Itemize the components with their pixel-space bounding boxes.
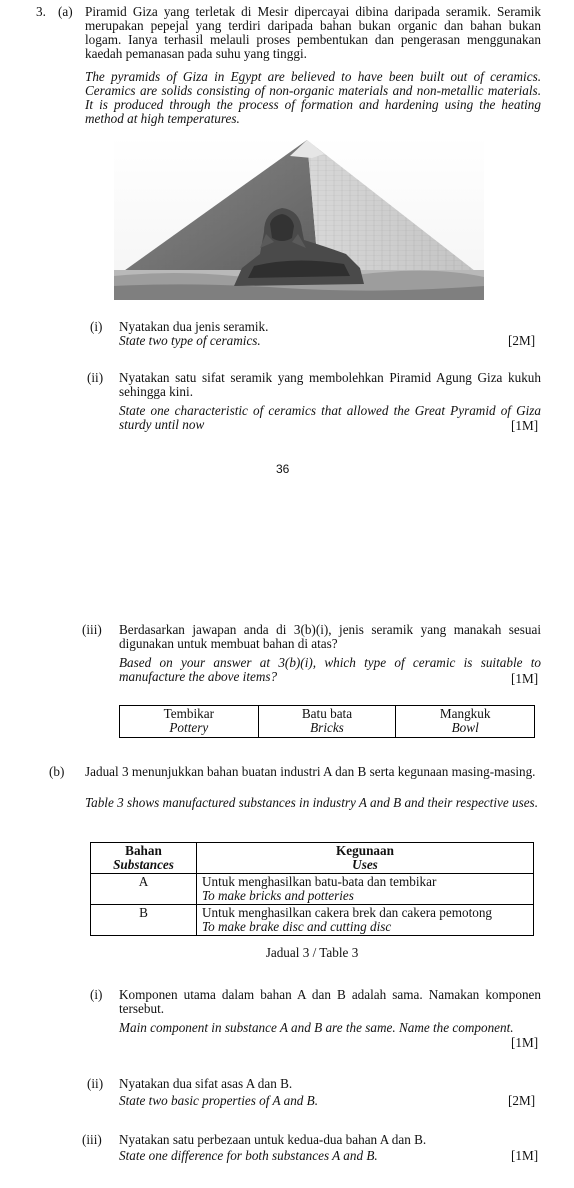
part-b-ii-english: State two basic properties of A and B. (119, 1093, 319, 1108)
item-cell (120, 706, 259, 738)
item-cell (258, 706, 396, 738)
pyramid-sphinx-photo-icon (114, 136, 484, 300)
part-a-iii-label: (iii) (82, 622, 102, 637)
part-b-ii-malay: Nyatakan dua sifat asas A dan B. (119, 1076, 293, 1091)
part-a-ii-english: State one characteristic of ceramics that allowed the Great Pyramid of Giza sturdy until now (119, 403, 541, 432)
part-a-iii-english: Based on your answer at 3(b)(i), which type of ceramic is suitable to manufacture the above items? (119, 655, 541, 684)
part-a-label: (a) (58, 4, 73, 19)
part-b-label: (b) (49, 764, 65, 779)
part-b-iii-english: State one difference for both substances A and B. (119, 1148, 378, 1163)
item-malay: Batu bata (301, 706, 353, 721)
part-b-ii-marks: [2M] (508, 1093, 536, 1108)
part-b-i-english: Main component in substance A and B are the same. Name the component. (119, 1020, 514, 1035)
ceramic-items-table (119, 705, 535, 738)
use-malay: Untuk menghasilkan batu-bata dan tembikar (202, 874, 437, 889)
item-english: Pottery (169, 720, 209, 735)
header-substances (91, 843, 197, 874)
table-row (120, 706, 535, 738)
substance-cell: B (91, 905, 197, 936)
use-cell (197, 874, 534, 905)
item-malay: Mangkuk (439, 706, 491, 721)
header-uses-english: Uses (352, 857, 378, 872)
item-malay: Tembikar (163, 706, 214, 721)
part-a-ii-label: (ii) (87, 370, 104, 385)
item-cell (396, 706, 535, 738)
table-caption: Jadual 3 / Table 3 (265, 945, 359, 960)
use-malay: Untuk menghasilkan cakera brek dan cakera pemotong (202, 905, 493, 920)
part-b-iii-malay: Nyatakan satu perbezaan untuk kedua-dua bahan A dan B. (119, 1132, 427, 1147)
item-english: Bowl (451, 720, 479, 735)
use-english: To make bricks and potteries (202, 888, 354, 903)
part-a-i-english: State two type of ceramics. (119, 333, 261, 348)
header-uses (197, 843, 534, 874)
question-number: 3. (36, 4, 46, 19)
part-a-ii-malay: Nyatakan satu sifat seramik yang membolehkan Piramid Agung Giza kukuh sehingga kini. (119, 370, 541, 399)
part-a-i-label: (i) (90, 319, 103, 334)
part-b-intro-malay: Jadual 3 menunjukkan bahan buatan industri A dan B serta kegunaan masing-masing. (85, 764, 536, 779)
part-a-intro-malay: Piramid Giza yang terletak di Mesir dipercayai dibina daripada seramik. Seramik merupakan pepejal yang terdiri daripada bahan bukan organic dan bahan bukan logam. Ianya terhasil melauli proses pembentukan dan pengerasan menggunakan kaedah pemanasan pada suhu yang tinggi. (85, 4, 541, 61)
use-english: To make brake disc and cutting disc (202, 919, 392, 934)
page-number: 36 (276, 462, 290, 476)
substance-cell: A (91, 874, 197, 905)
table-row (91, 874, 534, 905)
table-row (91, 905, 534, 936)
use-cell (197, 905, 534, 936)
header-substances-english: Substances (113, 857, 174, 872)
part-b-iii-label: (iii) (82, 1132, 102, 1147)
part-a-ii-marks: [1M] (511, 418, 539, 433)
part-b-i-malay: Komponen utama dalam bahan A dan B adalah sama. Namakan komponen tersebut. (119, 987, 541, 1016)
table-header-row (91, 843, 534, 874)
header-uses-malay: Kegunaan (336, 843, 394, 858)
part-a-iii-marks: [1M] (511, 671, 539, 686)
header-substances-malay: Bahan (125, 843, 162, 858)
part-b-intro-english: Table 3 shows manufactured substances in industry A and B and their respective uses. (85, 795, 538, 810)
part-a-i-marks: [2M] (508, 333, 536, 348)
substances-table (90, 842, 534, 936)
item-english: Bricks (310, 720, 344, 735)
part-b-i-marks: [1M] (511, 1035, 539, 1050)
part-a-iii-malay: Berdasarkan jawapan anda di 3(b)(i), jenis seramik yang manakah sesuai digunakan untuk membuat bahan di atas? (119, 622, 541, 651)
part-b-ii-label: (ii) (87, 1076, 104, 1091)
part-b-i-label: (i) (90, 987, 103, 1002)
part-b-iii-marks: [1M] (511, 1148, 539, 1163)
part-a-intro-english: The pyramids of Giza in Egypt are believed to have been built out of ceramics. Ceramics are solids consisting of non-organic materials and non-metallic materials. It is produced through the process of formation and hardening using the heating method at high temperatures. (85, 69, 541, 126)
part-a-i-malay: Nyatakan dua jenis seramik. (119, 319, 269, 334)
